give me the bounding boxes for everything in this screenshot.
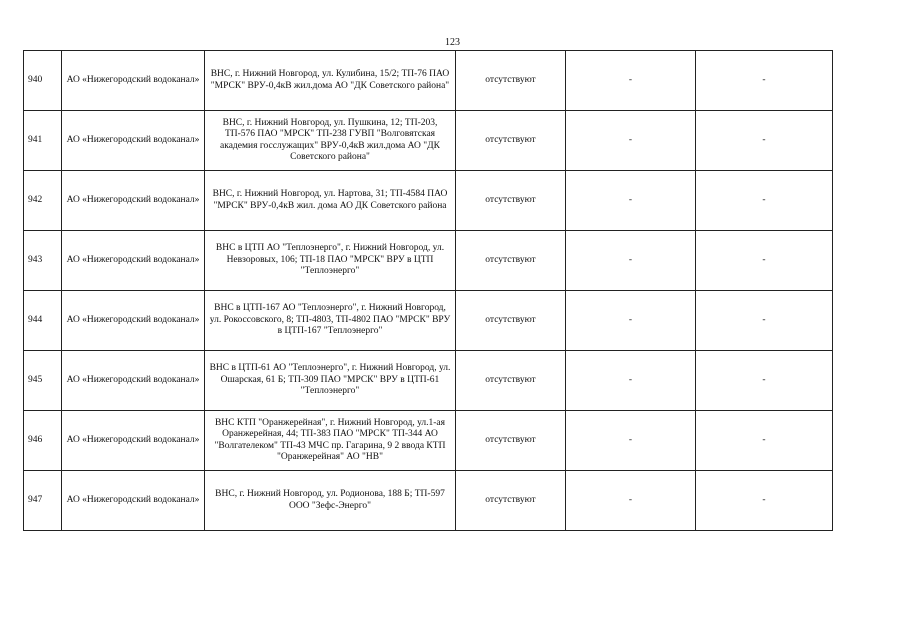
- address-cell: ВНС КТП "Оранжерейная", г. Нижний Новгород, ул.1-ая Оранжерейная, 44; ТП-383 ПАО "МРСК" ТП-344 АО "Волгателеком" ТП-43 МЧС пр. Гагарина, 9 2 ввода КТП "Оранжерейная" АО "НВ": [205, 411, 456, 471]
- organization-cell: АО «Нижегородский водоканал»: [62, 291, 205, 351]
- value-cell-2: -: [696, 411, 833, 471]
- table-row: [24, 171, 833, 231]
- value-cell-2: -: [696, 291, 833, 351]
- value-cell-2: -: [696, 51, 833, 111]
- table-row: [24, 111, 833, 171]
- address-cell: ВНС в ЦТП АО "Теплоэнерго", г. Нижний Новгород, ул. Невзоровых, 106; ТП-18 ПАО "МРСК" ВРУ в ЦТП "Теплоэнерго": [205, 231, 456, 291]
- row-number: 945: [24, 351, 62, 411]
- address-cell: ВНС, г. Нижний Новгород, ул. Кулибина, 15/2; ТП-76 ПАО "МРСК" ВРУ-0,4кВ жил.дома АО "ДК Советского района": [205, 51, 456, 111]
- organization-cell: АО «Нижегородский водоканал»: [62, 171, 205, 231]
- status-cell: отсутствуют: [456, 51, 566, 111]
- status-cell: отсутствуют: [456, 291, 566, 351]
- row-number: 940: [24, 51, 62, 111]
- status-cell: отсутствуют: [456, 411, 566, 471]
- status-cell: отсутствуют: [456, 111, 566, 171]
- value-cell-1: -: [566, 51, 696, 111]
- value-cell-1: -: [566, 291, 696, 351]
- row-number: 942: [24, 171, 62, 231]
- organization-cell: АО «Нижегородский водоканал»: [62, 51, 205, 111]
- value-cell-2: -: [696, 351, 833, 411]
- value-cell-1: -: [566, 411, 696, 471]
- table-row: [24, 51, 833, 111]
- value-cell-2: -: [696, 171, 833, 231]
- address-cell: ВНС в ЦТП-167 АО "Теплоэнерго", г. Нижний Новгород, ул. Рокоссовского, 8; ТП-4803, ТП-4802 ПАО "МРСК" ВРУ в ЦТП-167 "Теплоэнерго": [205, 291, 456, 351]
- value-cell-1: -: [566, 171, 696, 231]
- address-cell: ВНС, г. Нижний Новгород, ул. Нартова, 31; ТП-4584 ПАО "МРСК" ВРУ-0,4кВ жил. дома АО ДК Советского района: [205, 171, 456, 231]
- value-cell-2: -: [696, 231, 833, 291]
- status-cell: отсутствуют: [456, 171, 566, 231]
- value-cell-2: -: [696, 111, 833, 171]
- address-cell: ВНС, г. Нижний Новгород, ул. Пушкина, 12; ТП-203, ТП-576 ПАО "МРСК" ТП-238 ГУВП "Волговятская академия госслужащих" ВРУ-0,4кВ жил.дома АО "ДК Советского района": [205, 111, 456, 171]
- table-row: [24, 471, 833, 531]
- table-row: [24, 351, 833, 411]
- value-cell-1: -: [566, 111, 696, 171]
- status-cell: отсутствуют: [456, 351, 566, 411]
- table-row: [24, 291, 833, 351]
- row-number: 946: [24, 411, 62, 471]
- value-cell-1: -: [566, 471, 696, 531]
- row-number: 941: [24, 111, 62, 171]
- table-row: [24, 231, 833, 291]
- page-number: 123: [445, 37, 460, 48]
- organization-cell: АО «Нижегородский водоканал»: [62, 471, 205, 531]
- organization-cell: АО «Нижегородский водоканал»: [62, 351, 205, 411]
- value-cell-1: -: [566, 351, 696, 411]
- organization-cell: АО «Нижегородский водоканал»: [62, 111, 205, 171]
- row-number: 944: [24, 291, 62, 351]
- organization-cell: АО «Нижегородский водоканал»: [62, 411, 205, 471]
- status-cell: отсутствуют: [456, 471, 566, 531]
- data-table: [23, 50, 833, 531]
- value-cell-1: -: [566, 231, 696, 291]
- row-number: 943: [24, 231, 62, 291]
- address-cell: ВНС в ЦТП-61 АО "Теплоэнерго", г. Нижний Новгород, ул. Ошарская, 61 Б; ТП-309 ПАО "МРСК" ВРУ в ЦТП-61 "Теплоэнерго": [205, 351, 456, 411]
- address-cell: ВНС, г. Нижний Новгород, ул. Родионова, 188 Б; ТП-597 ООО "Зефс-Энерго": [205, 471, 456, 531]
- table-row: [24, 411, 833, 471]
- organization-cell: АО «Нижегородский водоканал»: [62, 231, 205, 291]
- status-cell: отсутствуют: [456, 231, 566, 291]
- value-cell-2: -: [696, 471, 833, 531]
- row-number: 947: [24, 471, 62, 531]
